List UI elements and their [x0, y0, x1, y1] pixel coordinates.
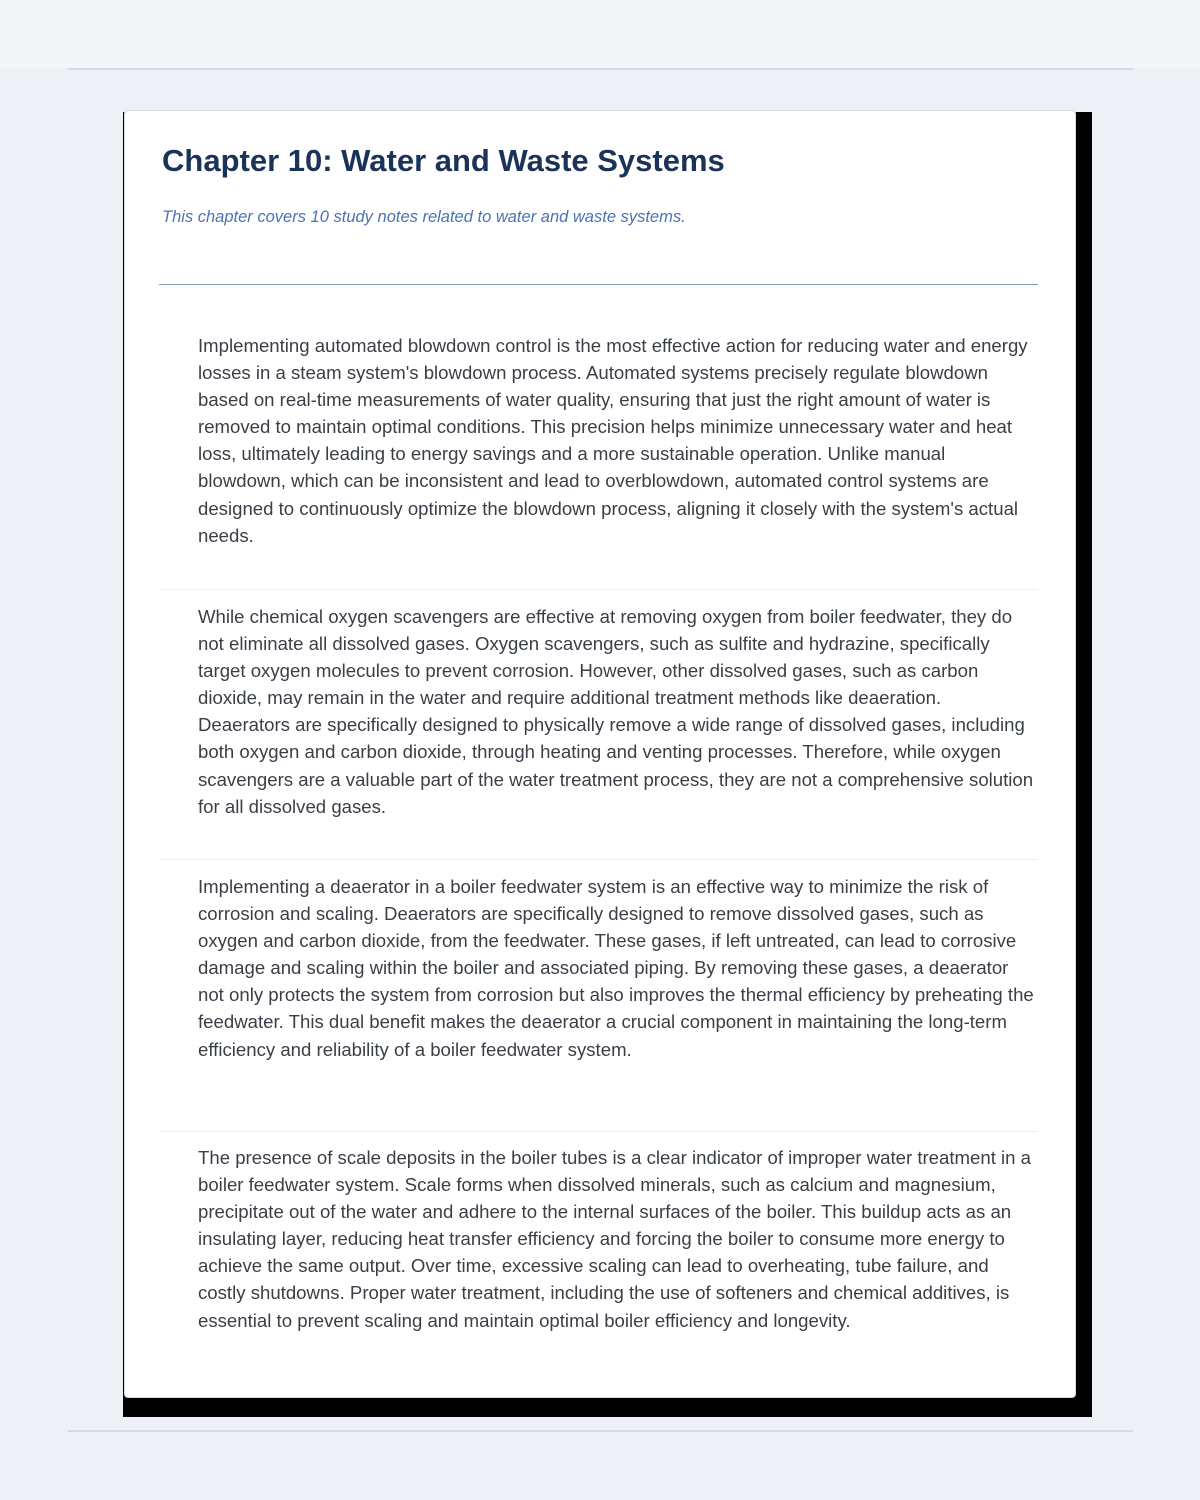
chapter-page [124, 110, 1076, 1398]
title-divider [159, 284, 1038, 285]
top-divider [68, 68, 1133, 70]
study-note: Implementing automated blowdown control is the most effective action for reducing water and energy losses in a steam system's blowdown process. Automated systems precisely regulate blowdown based on real-time measurements of water quality, ensuring that just the right amount of water is removed to maintain optimal conditions. This precision helps minimize unnecessary water and heat loss, ultimately leading to energy savings and a more sustainable operation. Unlike manual blowdown, which can be inconsistent and lead to overblowdown, automated control systems are designed to continuously optimize the blowdown process, aligning it closely with the system's actual needs. [198, 335, 1028, 546]
study-note: While chemical oxygen scavengers are effective at removing oxygen from boiler feedwater, they do not eliminate all dissolved gases. Oxygen scavengers, such as sulfite and hydrazine, specifically target oxygen molecules to prevent corrosion. However, other dissolved gases, such as carbon dioxide, may remain in the water and require additional treatment methods like deaeration. Deaerators are specifically designed to physically remove a wide range of dissolved gases, including both oxygen and carbon dioxide, through heating and venting processes. Therefore, while oxygen scavengers are a valuable part of the water treatment process, they are not a comprehensive solution for all dissolved gases. [198, 606, 1034, 817]
note-divider [159, 589, 1038, 590]
note-divider [159, 1131, 1038, 1132]
chapter-title: Chapter 10: Water and Waste Systems [162, 143, 725, 178]
study-note: Implementing a deaerator in a boiler feedwater system is an effective way to minimize the risk of corrosion and scaling. Deaerators are specifically designed to remove dissolved gases, such as oxygen and carbon dioxide, from the feedwater. These gases, if left untreated, can lead to corrosive damage and scaling within the boiler and associated piping. By removing these gases, a deaerator not only protects the system from corrosion but also improves the thermal efficiency by preheating the feedwater. This dual benefit makes the deaerator a crucial component in maintaining the long-term efficiency and reliability of a boiler feedwater system. [198, 876, 1034, 1060]
chapter-subtitle: This chapter covers 10 study notes related to water and waste systems. [162, 208, 686, 226]
note-divider [159, 859, 1038, 860]
bottom-divider [68, 1430, 1133, 1432]
study-note: The presence of scale deposits in the boiler tubes is a clear indicator of improper water treatment in a boiler feedwater system. Scale forms when dissolved minerals, such as calcium and magnesium, precipitate out of the water and adhere to the internal surfaces of the boiler. This buildup acts as an insulating layer, reducing heat transfer efficiency and forcing the boiler to consume more energy to achieve the same output. Over time, excessive scaling can lead to overheating, tube failure, and costly shutdowns. Proper water treatment, including the use of softeners and chemical additives, is essential to prevent scaling and maintain optimal boiler efficiency and longevity. [198, 1147, 1032, 1331]
top-band [0, 0, 1200, 68]
